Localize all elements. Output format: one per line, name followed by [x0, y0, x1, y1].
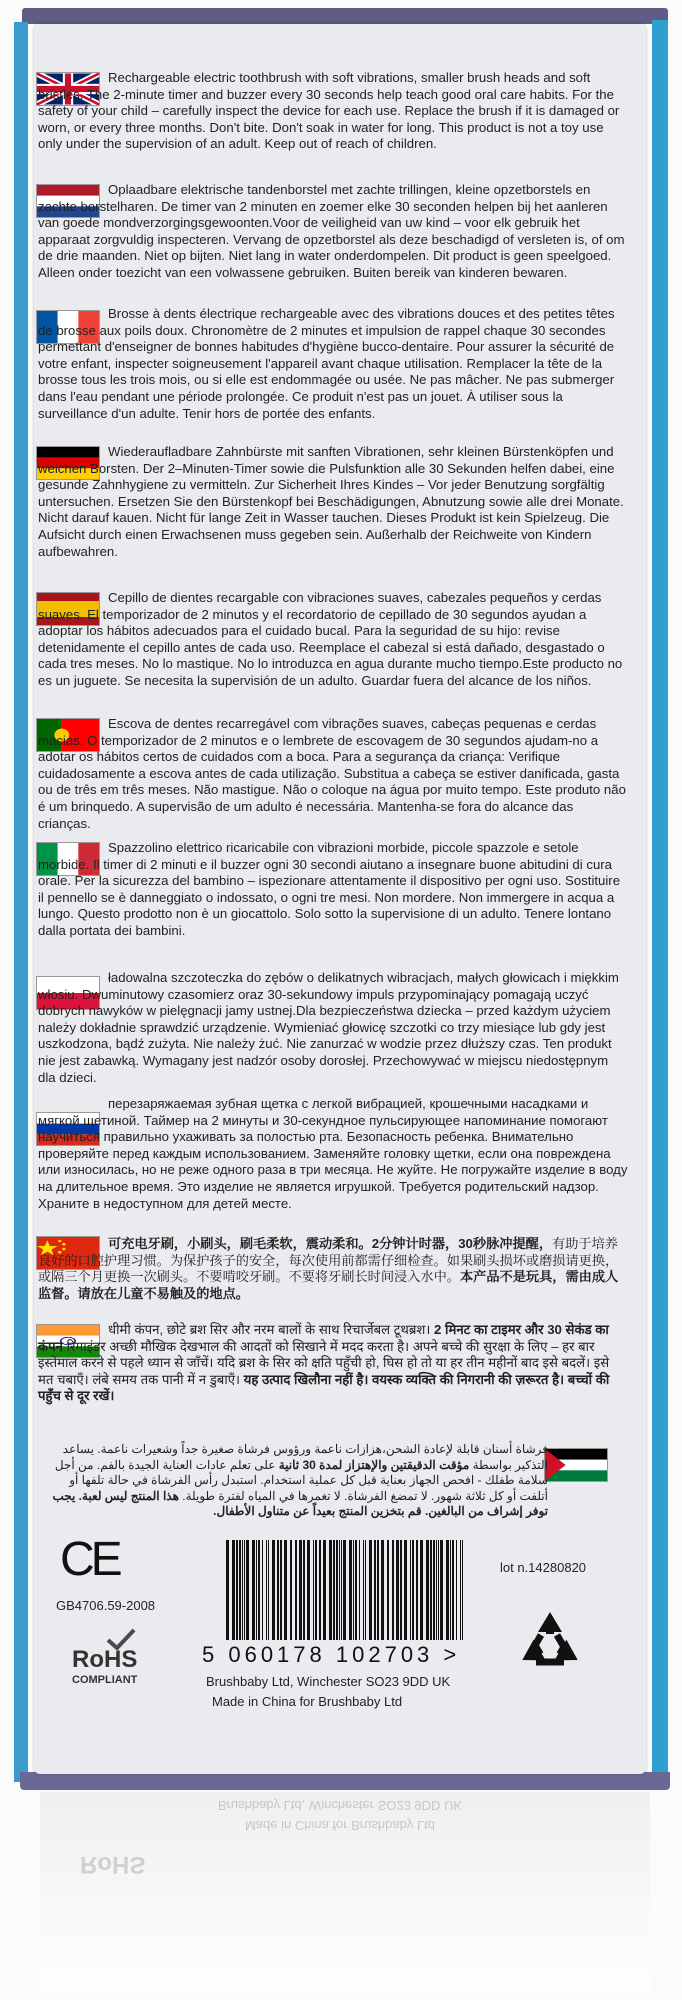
made-in-statement: Made in China for Brushbaby Ltd: [212, 1694, 403, 1709]
text-english: Rechargeable electric toothbrush with soft vibrations, smaller brush heads and soft bristles. The 2-minute timer and buzzer every 30 seconds help teach good oral care habits. For the safety of your child – carefully inspect the device for each use. Replace the brush if it is damaged or worn, or every three months. Don't bite. Don't soak in water for long. This product is not a toy use only under the supervision of an adult. Keep out of reach of children.: [38, 70, 620, 152]
text-arabic-part-c: على تعلم عادات العناية الجيدة بالفم. من أجل سلامة طفلك - افحص الجهاز بعناية قبل كل عملية استخدام. استبدل رأس الفرشاة في حالة تلفها أو أتلفت أو كل ثلاثة شهور. لا تمضغ الفرشاة. لا تغمرها في المياه لفترة طويلة.: [54, 1457, 548, 1503]
manufacturer-address: Brushbaby Ltd, Winchester SO23 9DD UK: [206, 1674, 451, 1689]
barcode-number: 5 060178 102703 >: [202, 1642, 461, 1667]
box-top-edge: [22, 8, 668, 24]
text-chinese-part-c: 有助于培养良好的口腔护理习惯。为保护孩子的安全，每次使用前都需仔细检查。如果刷头损坏或磨损请更换，或隔三个月更换一次刷头。不要啃咬牙刷。不要将牙刷长时间浸入水中。: [38, 1236, 619, 1285]
text-hindi: [38, 1322, 628, 1405]
reflection-rohs-logo: [80, 1850, 145, 1878]
lot-number: lot n.14280820: [500, 1560, 587, 1575]
text-chinese-part-a: 可充电牙刷，小刷头，刷毛柔软，震动柔和。: [108, 1236, 372, 1251]
text-chinese-part-b: 2分钟计时器，30秒脉冲提醒，: [371, 1236, 553, 1251]
reflection-address: Brushbaby Ltd, Winchester SO23 9DD UK: [217, 1798, 463, 1813]
text-dutch: Oplaadbare elektrische tandenborstel met zachte trillingen, kleine opzetborstels en zachte borstelharen. De timer van 2 minuten en zoemer elke 30 seconden helpen bij het aanleren van goede mondverzorgingsgewoonten.Voor de veiligheid van uw kind – voor elk gebruik het apparaat zorgvuldig inspecteren. Vervang de opzetborstel als deze beschadigd of versleten is, of om de drie maanden. Niet op bijten. Niet lang in water onderdompelen. Dit product is geen speelgoed. Alleen onder toezicht van een volwassene gebruiken. Buiten bereik van kinderen bewaren.: [38, 182, 625, 280]
text-chinese: [38, 1236, 628, 1302]
text-russian: перезаряжаемая зубная щетка с легкой вибрацией, крошечными насадками и мягкой щетиной. Таймер на 2 минуты и 30-секундное пульсирующее напоминание помогают научиться правильно ухаживать за полостью рта. Безопасность ребенка. Внимательно проверяйте перед каждым использованием. Заменяйте головку щетки, если она повреждена или износилась, но не реже одного раза в три месяца. Не жуйте. Не погружайте изделие в воду на длительное время. Это изделие не является игрушкой. Требуется родительский надзор. Храните в недоступном для детей месте.: [38, 1096, 628, 1211]
text-hindi-part-c: रिमाइंडर अच्छी मौखिक देखभाल की आदतों को सिखाने में मदद करता है। अपने बच्चे की सुरक्षा के लिए – हर बार इस्तेमाल करने से पहले ध्यान से जाँचें। यदि ब्रश के सिर को क्षति पहुँची हो, घिस हो तो या हर तीन महीनों बाद इसे बदलें। इसे मत चबाएँ। लंबे समय तक पानी में न डुबाएँ।: [38, 1338, 610, 1387]
text-italian: Spazzolino elettrico ricaricabile con vibrazioni morbide, piccole spazzole e setole morbide. Il timer di 2 minuti e il buzzer ogni 30 secondi aiutano a insegnare buone abitudini di cura orale. Per la sicurezza del bambino – ispezionare attentamente il dispositivo per ogni uso. Sostituire il pennello se è danneggiato o indossato, o ogni tre mesi. Non mordere. Non immergere in acqua a lungo. Questo prodotto non è un giocattolo. Solo sotto la supervisione di un adulto. Tenere lontano dalla portata dei bambini.: [38, 840, 621, 938]
text-french: Brosse à dents électrique rechargeable avec des vibrations douces et des petites têtes de brosse aux poils doux. Chronomètre de 2 minutes et impulsion de rappel chaque 30 secondes permettant d'enseigner de bonnes habitudes d'hygiène bucco-dentaire. Pour assurer la sécurité de votre enfant, inspecter soigneusement l'appareil avant chaque utilisation. Remplacer la tête de la brosse tous les trois mois, ou si elle est endommagée ou usée. Ne pas mâcher. Ne pas submerger dans l'eau pendant une période prolongée. Ce produit n'est pas un jouet. À utiliser sous la surveillance d'un adulte. Tenir hors de portée des enfants.: [38, 306, 615, 421]
text-hindi-part-b: 2 मिनट का टाइमर और 30 सेकंड का कंपन: [38, 1322, 609, 1354]
text-german: Wiederaufladbare Zahnbürste mit sanften Vibrationen, sehr kleinen Bürstenköpfen und weichen Borsten. Der 2–Minuten-Timer sowie die Pulsfunktion alle 30 Sekunden helfen dabei, eine gesunde Zahnhygiene zu vermitteln. Zur Sicherheit Ihres Kindes – Vor jeder Benutzung sorgfältig untersuchen. Ersetzen Sie den Bürstenkopf bei Beschädigungen, Abnutzung sowie alle drei Monate. Nicht darauf kauen. Nicht für lange Zeit in Wasser tauchen. Dieses Produkt ist kein Spielzeug. Die Aufsicht durch einen Erwachsenen muss gegeben sein. Außerhalb der Reichweite von Kindern aufbewahren.: [38, 444, 624, 559]
text-hindi-part-a: धीमी कंपन, छोटे ब्रश सिर और नरम बालों के साथ रिचार्जेबल टूथब्रश।: [108, 1322, 435, 1337]
box-right-edge: [652, 20, 668, 1780]
rohs-title: RoHS: [72, 1646, 138, 1673]
box-left-edge: [14, 22, 28, 1782]
text-spanish: Cepillo de dientes recargable con vibraciones suaves, cabezales pequeños y cerdas suaves. El temporizador de 2 minutos y el recordatorio de cepillado de 30 segundos ayudan a adoptar los hábitos adecuados para el cuidado bucal. Para la seguridad de su hijo: revise detenidamente el cepillo antes de cada uso. Reemplace el cabezal si está dañado, desgastado o cada tres meses. No lo mastique. No lo introduzca en agua durante mucho tiempo.Este producto no es un juguete. Se necesita la supervisión de un adulto. Guardar fuera del alcance de los niños.: [38, 590, 623, 688]
rohs-logo: [72, 1634, 192, 1690]
standard-code: GB4706.59-2008: [56, 1598, 156, 1613]
box-bottom-edge: [20, 1772, 670, 1790]
text-arabic-part-b: مؤقت الدقيقتين والإهتزاز لمدة 30 ثانية: [278, 1457, 470, 1472]
text-portuguese: Escova de dentes recarregável com vibrações suaves, cabeças pequenas e cerdas macias. O temporizador de 2 minutos e o lembrete de escovagem de 30 segundos ajudam-no a adotar os hábitos certos de cuidados com a boca. Para a segurança da criança: Verifique cuidadosamente a escova antes de cada utilização. Substitua a cabeça se estiver danificada, gasta ou de três em três meses. Não mastigue. Não o coloque na água por muito tempo. Este produto não é um brinquedo. A supervisão de um adulto é necessária. Mantenha-se fora do alcance das crianças.: [38, 716, 626, 831]
text-arabic-part-d: هذا المنتج ليس لعبة. يجب توفر إشراف من البالغين. قم بتخزين المنتج بعيداً عن متناول الأطفال.: [52, 1488, 548, 1519]
text-arabic: [38, 1442, 628, 1520]
barcode-icon: [222, 1540, 472, 1640]
text-chinese-part-d: 本产品不是玩具，需由成人监督。请放在儿童不易触及的地点。: [38, 1269, 619, 1301]
reflection-made-in: Made in China for Brushbaby Ltd: [244, 1818, 436, 1833]
rohs-subtitle: COMPLIANT: [72, 1674, 138, 1686]
recycle-icon: [510, 1604, 590, 1684]
ce-mark: CE: [60, 1533, 119, 1586]
text-hindi-part-d: यह उत्पाद खिलौना नहीं है। वयस्क व्यक्ति की निगरानी की ज़रूरत है। बच्चों की पहुँच से दूर रखें।: [38, 1371, 610, 1404]
text-polish: ładowalna szczoteczka do zębów o delikatnych wibracjach, małych głowicach i miękkim włosiu. Dwuminutowy czasomierz oraz 30-sekundowy impuls przypominający pomagają uczyć dobrych nawyków w pielęgnacji jamy ustnej.Dla bezpieczeństwa dziecka – przed każdym użyciem należy dokładnie sprawdzić urządzenie. Wymieniać głowicę szczotki co trzy miesiące lub gdy jest uszkodzona, bądź zużyta. Nie należy żuć. Nie zanurzać w wodzie przez dłuższy czas. Ten produkt nie jest zabawką. Wymagany jest nadzór osoby dorosłej. Przechowywać w miejscu niedostępnym dla dzieci.: [38, 970, 619, 1085]
reflection-rohs-title: RoHS: [80, 1851, 146, 1878]
text-arabic-part-a: فرشاة أسنان قابلة لإعادة الشحن،هزازات ناعمة ورؤوس فرشاة صغيرة جداً وشعيرات ناعمة. يساعد التذكير بواسطة: [62, 1442, 548, 1472]
